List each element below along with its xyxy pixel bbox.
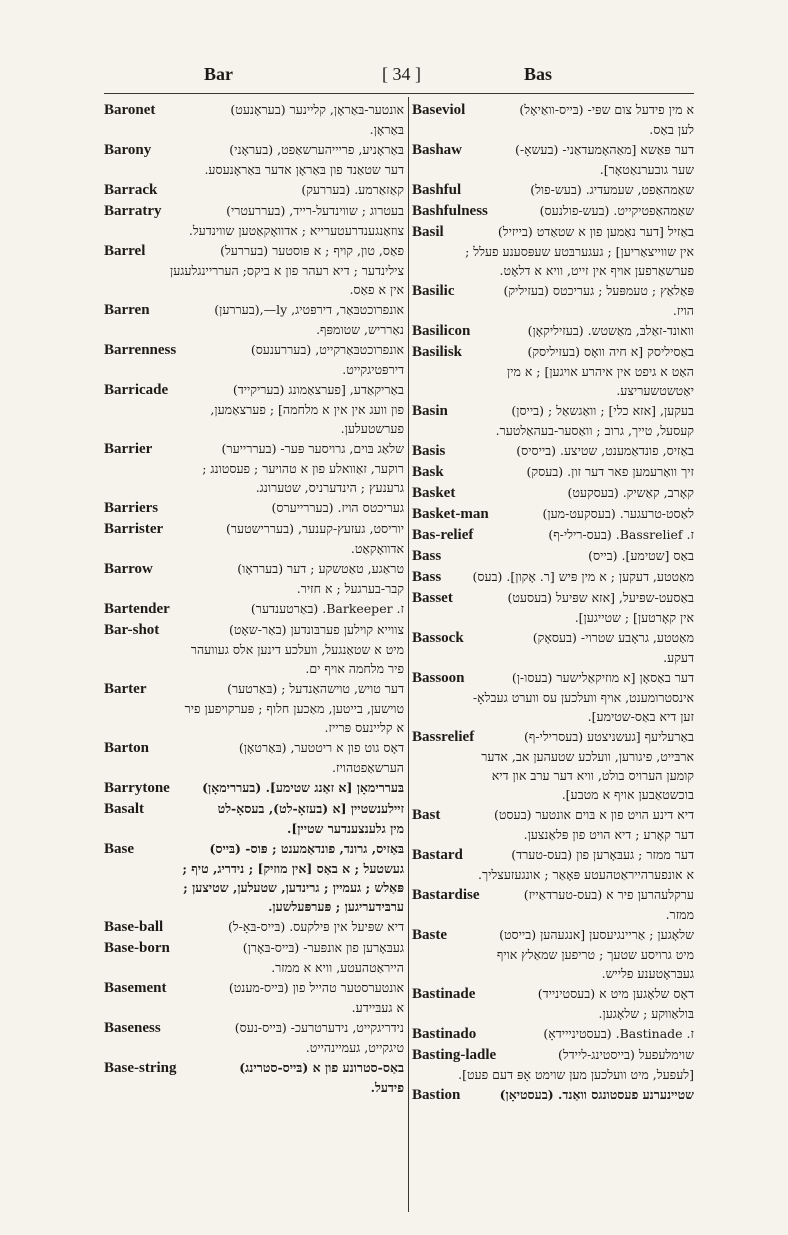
dictionary-entry bbox=[104, 100, 404, 139]
entry-continuation: קבר-בערגעל ; א חזיר. bbox=[296, 581, 404, 596]
dictionary-entry bbox=[412, 281, 694, 320]
entry-headword: Baseness bbox=[104, 1020, 161, 1036]
dictionary-entry bbox=[104, 938, 404, 977]
entry-continuation: אדוואָקאַט. bbox=[350, 541, 404, 556]
entry-continuation: צילינדער ; דיא רעהר פון א ביקס; הערריינגלעגען bbox=[170, 263, 404, 278]
dictionary-entry bbox=[412, 567, 694, 587]
entry-headword: Barrel bbox=[104, 243, 146, 259]
entry-continuation: ארבּייט, פיגורען, וועלכע שטעהען אב, אדער bbox=[481, 749, 694, 764]
entry-definition: בעטרוג ; שווינדעל-רייד, (בעררעטרי) bbox=[226, 203, 404, 218]
entry-definition: באַסיליסק [א חיה וואָס (בעזיליסק) bbox=[527, 344, 694, 359]
entry-definition: באַזיס, פונדאַמענט, שטיצע. (בייסיס) bbox=[516, 443, 694, 458]
entry-headword: Barren bbox=[104, 302, 150, 318]
dictionary-entry bbox=[412, 140, 694, 179]
entry-headword: Basin bbox=[412, 403, 448, 419]
entry-headword: Bass bbox=[412, 569, 442, 585]
dictionary-entry bbox=[412, 483, 694, 503]
header-right-guide-word: Bas bbox=[524, 64, 553, 84]
entry-headword: Barrack bbox=[104, 182, 158, 198]
dictionary-entry bbox=[104, 140, 404, 179]
entry-headword: Bassoon bbox=[412, 670, 465, 686]
entry-continuation: הויז. bbox=[672, 303, 694, 318]
dictionary-entry bbox=[104, 1018, 404, 1057]
entry-continuation: קומען הערויס בולט, וויא דער ערב און דיא bbox=[491, 768, 694, 783]
entry-continuation: דעקע. bbox=[663, 650, 694, 665]
entry-continuation: האַט א גיפט אין איהרע אויגען] ; א מין bbox=[506, 364, 694, 379]
entry-headword: Barrier bbox=[104, 441, 153, 457]
dictionary-entry bbox=[104, 340, 404, 379]
entry-headword: Base bbox=[104, 841, 134, 857]
entry-definition: דער טויש, טוישהאַנדעל ; (בּאַרטער) bbox=[227, 681, 404, 696]
entry-headword: Baronet bbox=[104, 102, 156, 118]
entry-headword: Basilic bbox=[412, 283, 455, 299]
entry-continuation: שער גובערנאַטאָר]. bbox=[599, 162, 694, 177]
dictionary-entry bbox=[412, 100, 694, 139]
entry-headword: Basil bbox=[412, 224, 444, 240]
entry-continuation: צוזאַנגענדרעטערייא ; אדוואָקאַטען שווינדעל. bbox=[188, 223, 404, 238]
page-header bbox=[104, 64, 694, 90]
entry-continuation: אין שווייצאַריען] ; געגערבּטע שעפּסענע פעלל ; bbox=[465, 244, 694, 259]
entry-headword: Barton bbox=[104, 740, 149, 756]
entry-continuation: בּאַראָן. bbox=[369, 122, 404, 137]
column-divider bbox=[408, 97, 409, 1212]
entry-continuation: א קליינעס פּרייז. bbox=[324, 720, 404, 735]
entry-definition: דער פּאַשא [מאַהאָמעדאַני- (בעשאָ-) bbox=[514, 142, 694, 157]
entry-headword: Bast bbox=[412, 807, 441, 823]
entry-definition: פּאַלאַץ ; טעמפּעל ; געריכטס (בעזיליק) bbox=[503, 283, 694, 298]
entry-headword: Bastard bbox=[412, 847, 463, 863]
dictionary-entry bbox=[104, 439, 404, 497]
entry-definition: מאַטטע, דעקען ; א מין פּיש [ר. אָקון]. (בעס) bbox=[472, 569, 694, 584]
entry-definition: אונטער-בּאַראָן, קליינער (בעראָנעט) bbox=[230, 102, 404, 117]
entry-headword: Barter bbox=[104, 681, 147, 697]
dictionary-entry bbox=[412, 401, 694, 440]
entry-definition: פאַס, טון, קויף ; א פּוסטער (בעררעל) bbox=[220, 243, 404, 258]
entry-continuation: אין קאָרטען] ; שטייגען]. bbox=[574, 610, 694, 625]
entry-definition: אונפרוכטבּאַר, דירפּטיג, ly—,(בעררען) bbox=[214, 302, 404, 317]
entry-headword: Bashfulness bbox=[412, 203, 488, 219]
entry-definition: צווייא קוילען פערבּונדען (באַר-שאָט) bbox=[228, 622, 404, 637]
entry-definition: שאַמהאַפט, שעמעדיג. (בעש-פול) bbox=[530, 182, 694, 197]
entry-continuation: פיר מלחמה אויף ים. bbox=[305, 661, 404, 676]
dictionary-entry bbox=[412, 222, 694, 280]
dictionary-entry bbox=[412, 925, 694, 983]
entry-definition: בּאַזיס, גרונד, פונדאַמענט ; פּוס- (בּייס) bbox=[209, 841, 404, 856]
entry-definition: דיא שפּיעל אין פּילקעס. (בּייס-בּאָ-ל) bbox=[227, 919, 404, 934]
entry-headword: Basket bbox=[412, 485, 456, 501]
entry-headword: Bask bbox=[412, 464, 444, 480]
entry-continuation: בּולאַווקע ; שלאָגען. bbox=[598, 1006, 694, 1021]
entry-continuation: לען באַס. bbox=[649, 122, 694, 137]
entry-definition: יוריסט, געזעץ-קענער, (בעררישטער) bbox=[225, 521, 404, 536]
dictionary-entry bbox=[104, 778, 404, 798]
entry-headword: Basset bbox=[412, 590, 453, 606]
entry-continuation: פידעל. bbox=[370, 1080, 404, 1095]
entry-definition: באַרעליעף [געשניצטע (בעסרילי-ף) bbox=[523, 729, 694, 744]
entry-continuation: א געבּיידע. bbox=[351, 1000, 404, 1015]
entry-definition: אונטערסטער טהייל פון (בּייס-מענט) bbox=[228, 980, 404, 995]
entry-headword: Base-ball bbox=[104, 919, 164, 935]
dictionary-entry bbox=[412, 1024, 694, 1044]
entry-definition: שלאָגען ; אַריינגיעסען [אנגעהען (בייסט) bbox=[499, 927, 694, 942]
entry-continuation: ממזר. bbox=[665, 907, 694, 922]
entry-headword: Basis bbox=[412, 443, 446, 459]
entry-headword: Basket-man bbox=[412, 506, 489, 522]
dictionary-entry bbox=[104, 241, 404, 299]
dictionary-entry bbox=[104, 679, 404, 737]
entry-continuation: געבּראָטענע פלייש. bbox=[601, 966, 694, 981]
dictionary-entry bbox=[104, 380, 404, 438]
dictionary-entry bbox=[104, 917, 404, 937]
entry-continuation: יאַטשטשעריצע. bbox=[616, 383, 694, 398]
entry-continuation: רוקער, זאַוואלע פון א טהויער ; פעסטונג ; bbox=[202, 461, 404, 476]
entry-headword: Basilicon bbox=[412, 323, 471, 339]
dictionary-entry bbox=[412, 668, 694, 726]
entry-headword: Bassock bbox=[412, 630, 464, 646]
header-left-guide-word: Bar bbox=[204, 64, 233, 84]
entry-definition: וואונד-זאַלבּ, מאַשטש. (בעזיליקאָן) bbox=[527, 323, 694, 338]
entry-definition: שטיינערנע פעסטונגס וואַנד. (בעסטיאָן) bbox=[499, 1087, 694, 1102]
entry-continuation: הערשאַפטהויז. bbox=[332, 760, 404, 775]
entry-definition: דאָס גוט פון א ריטטער, (בּאַרטאָן) bbox=[238, 740, 404, 755]
entry-continuation: מין גלענצענדער שטיין]. bbox=[286, 821, 404, 836]
entry-definition: בּעררימאָן [א זאַנג שטימע]. (בעררימאָן) bbox=[202, 780, 404, 795]
entry-definition: באַס [שטימע]. (בייס) bbox=[588, 548, 694, 563]
dictionary-entry bbox=[412, 885, 694, 924]
entry-headword: Baseviol bbox=[412, 102, 466, 118]
dictionary-entry bbox=[104, 519, 404, 558]
dictionary-entry bbox=[412, 321, 694, 341]
entry-headword: Barrow bbox=[104, 561, 153, 577]
entry-definition: נידריגקייט, נידערטרעכ- (בּייס-נעס) bbox=[234, 1020, 404, 1035]
entry-definition: קאַזאַרמע. (בעררעק) bbox=[301, 182, 404, 197]
entry-headword: Bassrelief bbox=[412, 729, 475, 745]
dictionary-entry bbox=[412, 1085, 694, 1105]
dictionary-entry bbox=[412, 201, 694, 221]
entry-continuation: קעסעל, טייך, גרוב ; וואַסער-בעהאַלטער. bbox=[495, 423, 694, 438]
entry-headword: Bashaw bbox=[412, 142, 463, 158]
entry-headword: Baste bbox=[412, 927, 447, 943]
dictionary-entry bbox=[104, 300, 404, 339]
dictionary-entry bbox=[412, 342, 694, 400]
entry-headword: Barrister bbox=[104, 521, 164, 537]
dictionary-entry bbox=[104, 498, 404, 518]
entry-definition: ז. Barkeeper. (באַרטענדער) bbox=[250, 601, 404, 616]
entry-definition: ז. Bastinade. (בעסטינייידאָ) bbox=[543, 1026, 694, 1041]
entry-headword: Base-string bbox=[104, 1060, 177, 1076]
entry-definition: א מין פידעל צום שפּי- (בּייס-וואַיאָל) bbox=[519, 102, 694, 117]
entry-continuation: אינסטרומענט, אויף וועלכען עס ווערט געבלאָ- bbox=[472, 690, 694, 705]
entry-continuation: פּאַלש ; געמיין ; גרינדען, שטעלען, שטיצען ; bbox=[183, 880, 404, 895]
entry-headword: Basting-ladle bbox=[412, 1047, 497, 1063]
dictionary-entry bbox=[104, 799, 404, 838]
entry-definition: שלאַג בּוים, גרויסער פּער- (בעררייער) bbox=[221, 441, 404, 456]
entry-headword: Barrytone bbox=[104, 780, 170, 796]
entry-definition: לאַסט-טרעגער. (בעסקעט-מען) bbox=[542, 506, 694, 521]
entry-continuation: פערשאַרפען אויף אין זייט, וויא א דלאָט. bbox=[499, 263, 694, 278]
entry-continuation: מיט גרויסע שטעך ; טריפען שמאַלץ אויף bbox=[496, 947, 694, 962]
entry-definition: טראַגע, טאַטשקע ; דער (בערראָו) bbox=[237, 561, 404, 576]
entry-headword: Bashful bbox=[412, 182, 462, 198]
dictionary-entry bbox=[412, 180, 694, 200]
dictionary-entry bbox=[412, 845, 694, 884]
entry-headword: Base-born bbox=[104, 940, 170, 956]
dictionary-entry bbox=[104, 738, 404, 777]
left-column bbox=[104, 100, 404, 1212]
entry-definition: דער ממזר ; געבּאָרען פון (בעס-טערד) bbox=[511, 847, 694, 862]
dictionary-entry bbox=[104, 978, 404, 1017]
entry-definition: באַס-סטרונע פון א (בּייס-סטרינג) bbox=[239, 1060, 404, 1075]
entry-continuation: גרענעץ ; הינדערניס, שטערונג. bbox=[255, 480, 404, 495]
entry-headword: Bartender bbox=[104, 601, 170, 617]
entry-definition: באַזיל [דער נאַמען פון א שטאַדט (בייזיל) bbox=[497, 224, 694, 239]
entry-continuation: טוישען, בייטען, מאַכען חלוף ; פּערקויפען פיר bbox=[184, 701, 404, 716]
entry-continuation: פערשטעלען. bbox=[340, 421, 404, 436]
entry-definition: געריכטס הויז. (בעררייערס) bbox=[271, 500, 404, 515]
entry-definition: בּאַראָניע, פריייהערשאַפט, (בעראָני) bbox=[229, 142, 404, 157]
entry-definition: דער באַסאָן [א מוזיקאַלישער (בעסו-ן) bbox=[511, 670, 694, 685]
entry-headword: Basalt bbox=[104, 801, 145, 817]
entry-continuation: פון וועג אין אין א מלחמה] ; פערצאַמען, bbox=[210, 402, 404, 417]
entry-definition: שאַמהאַפטיקייט. (בעש-פולנעס) bbox=[539, 203, 694, 218]
entry-continuation: זען דיא באַס-שטימע]. bbox=[587, 709, 694, 724]
entry-headword: Basilisk bbox=[412, 344, 463, 360]
dictionary-entry bbox=[104, 201, 404, 240]
dictionary-entry bbox=[412, 727, 694, 804]
entry-headword: Bar-shot bbox=[104, 622, 160, 638]
entry-definition: בעקען, [אזא כלי] ; וואַגשאַל ; (בייסן) bbox=[511, 403, 694, 418]
entry-continuation: ערבּידעריגען ; פּערפּעלשען. bbox=[268, 899, 404, 914]
header-rule bbox=[104, 93, 694, 94]
entry-definition: ז. Bassrelief. (בעס-רילי-ף) bbox=[548, 527, 694, 542]
entry-continuation: געשטעל ; א באַס [אין מוזיק] ; נידריג, טיף ; bbox=[182, 861, 404, 876]
entry-headword: Barony bbox=[104, 142, 152, 158]
entry-continuation: מיט א שטאַנגעל, וועלכע דינען אלס געוועהר bbox=[190, 642, 404, 657]
entry-headword: Bastinade bbox=[412, 986, 476, 1002]
entry-definition: ערקלעהרען פיר א (בעס-טערדאַייז) bbox=[523, 887, 694, 902]
entry-definition: באַריקאַדע, [פערצאַמונג (בעריקייד) bbox=[232, 382, 404, 397]
entry-headword: Barratry bbox=[104, 203, 162, 219]
entry-definition: באַסעט-שפּיעל, [אזא שפּיעל (בעסעט) bbox=[507, 590, 694, 605]
entry-continuation: א אונפערהייראַטהעטע פּאָאַר ; אונגעזעצליך. bbox=[478, 867, 694, 882]
entry-headword: Bastardise bbox=[412, 887, 480, 903]
dictionary-entry bbox=[412, 984, 694, 1023]
entry-continuation: נאַרריש, שטומפּף. bbox=[316, 322, 404, 337]
entry-definition: דיא דינע הויט פון א בּוים אונטער (בעסט) bbox=[493, 807, 694, 822]
dictionary-entry bbox=[412, 504, 694, 524]
dictionary-entry bbox=[412, 628, 694, 667]
entry-continuation: בוכשטאַבען אויף א מטבע]. bbox=[561, 787, 694, 802]
dictionary-entry bbox=[104, 559, 404, 598]
entry-definition: געבּאָרען פון אונפּער- (בּייס-בּאָרן) bbox=[242, 940, 404, 955]
dictionary-entry bbox=[412, 462, 694, 482]
entry-definition: קאָרב, קאַשיק. (בעסקעט) bbox=[567, 485, 694, 500]
entry-continuation: טיגקייט, געמיינהייט. bbox=[305, 1040, 404, 1055]
dictionary-entry bbox=[104, 1058, 404, 1097]
dictionary-entry bbox=[104, 180, 404, 200]
entry-definition: זיילענשטיין [א (בעזאָ-לט), בעסאָ-לט bbox=[217, 801, 404, 816]
entry-headword: Barrenness bbox=[104, 342, 177, 358]
dictionary-entry bbox=[104, 839, 404, 916]
entry-continuation: דירפּטיגקייט. bbox=[342, 362, 404, 377]
entry-continuation: דער שטאַנד פון בּאַראָן אדער בּאַראָנעסע. bbox=[204, 162, 404, 177]
entry-headword: Barricade bbox=[104, 382, 169, 398]
dictionary-entry bbox=[412, 441, 694, 461]
dictionary-entry bbox=[412, 525, 694, 545]
entry-headword: Bass bbox=[412, 548, 442, 564]
entry-definition: זיך וואַרעמען פאר דער זון. (בעסק) bbox=[526, 464, 694, 479]
entry-definition: אונפרוכטבּאַרקייט, (בעררענעס) bbox=[250, 342, 404, 357]
entry-headword: Bas-relief bbox=[412, 527, 474, 543]
dictionary-entry bbox=[412, 588, 694, 627]
dictionary-entry bbox=[412, 546, 694, 566]
entry-headword: Bastion bbox=[412, 1087, 461, 1103]
entry-headword: Bastinado bbox=[412, 1026, 477, 1042]
dictionary-entry bbox=[104, 599, 404, 619]
entry-continuation: [לעפעל, מיט וועלכען מען שוימט אָפּ דעם פעט]. bbox=[458, 1067, 694, 1082]
entry-continuation: אין א פאַס. bbox=[349, 282, 404, 297]
page-number: [ 34 ] bbox=[382, 64, 421, 84]
entry-continuation: דער קאָרע ; דיא הויט פון פּלאַנצען. bbox=[523, 827, 694, 842]
entry-definition: מאַטטע, גראָבע שטרוי- (בעסאָק) bbox=[532, 630, 694, 645]
entry-definition: שוימלעפעל (בייסטינג-ליידל) bbox=[557, 1047, 694, 1062]
dictionary-entry bbox=[412, 805, 694, 844]
entry-definition: דאָס שלאָגען מיט א (בעסטינייד) bbox=[537, 986, 694, 1001]
entry-continuation: הייראַטהעטע, וויא א ממזר. bbox=[271, 960, 404, 975]
entry-headword: Basement bbox=[104, 980, 167, 996]
dictionary-entry bbox=[104, 620, 404, 678]
dictionary-entry bbox=[412, 1045, 694, 1084]
right-column bbox=[412, 100, 694, 1212]
entry-headword: Barriers bbox=[104, 500, 159, 516]
